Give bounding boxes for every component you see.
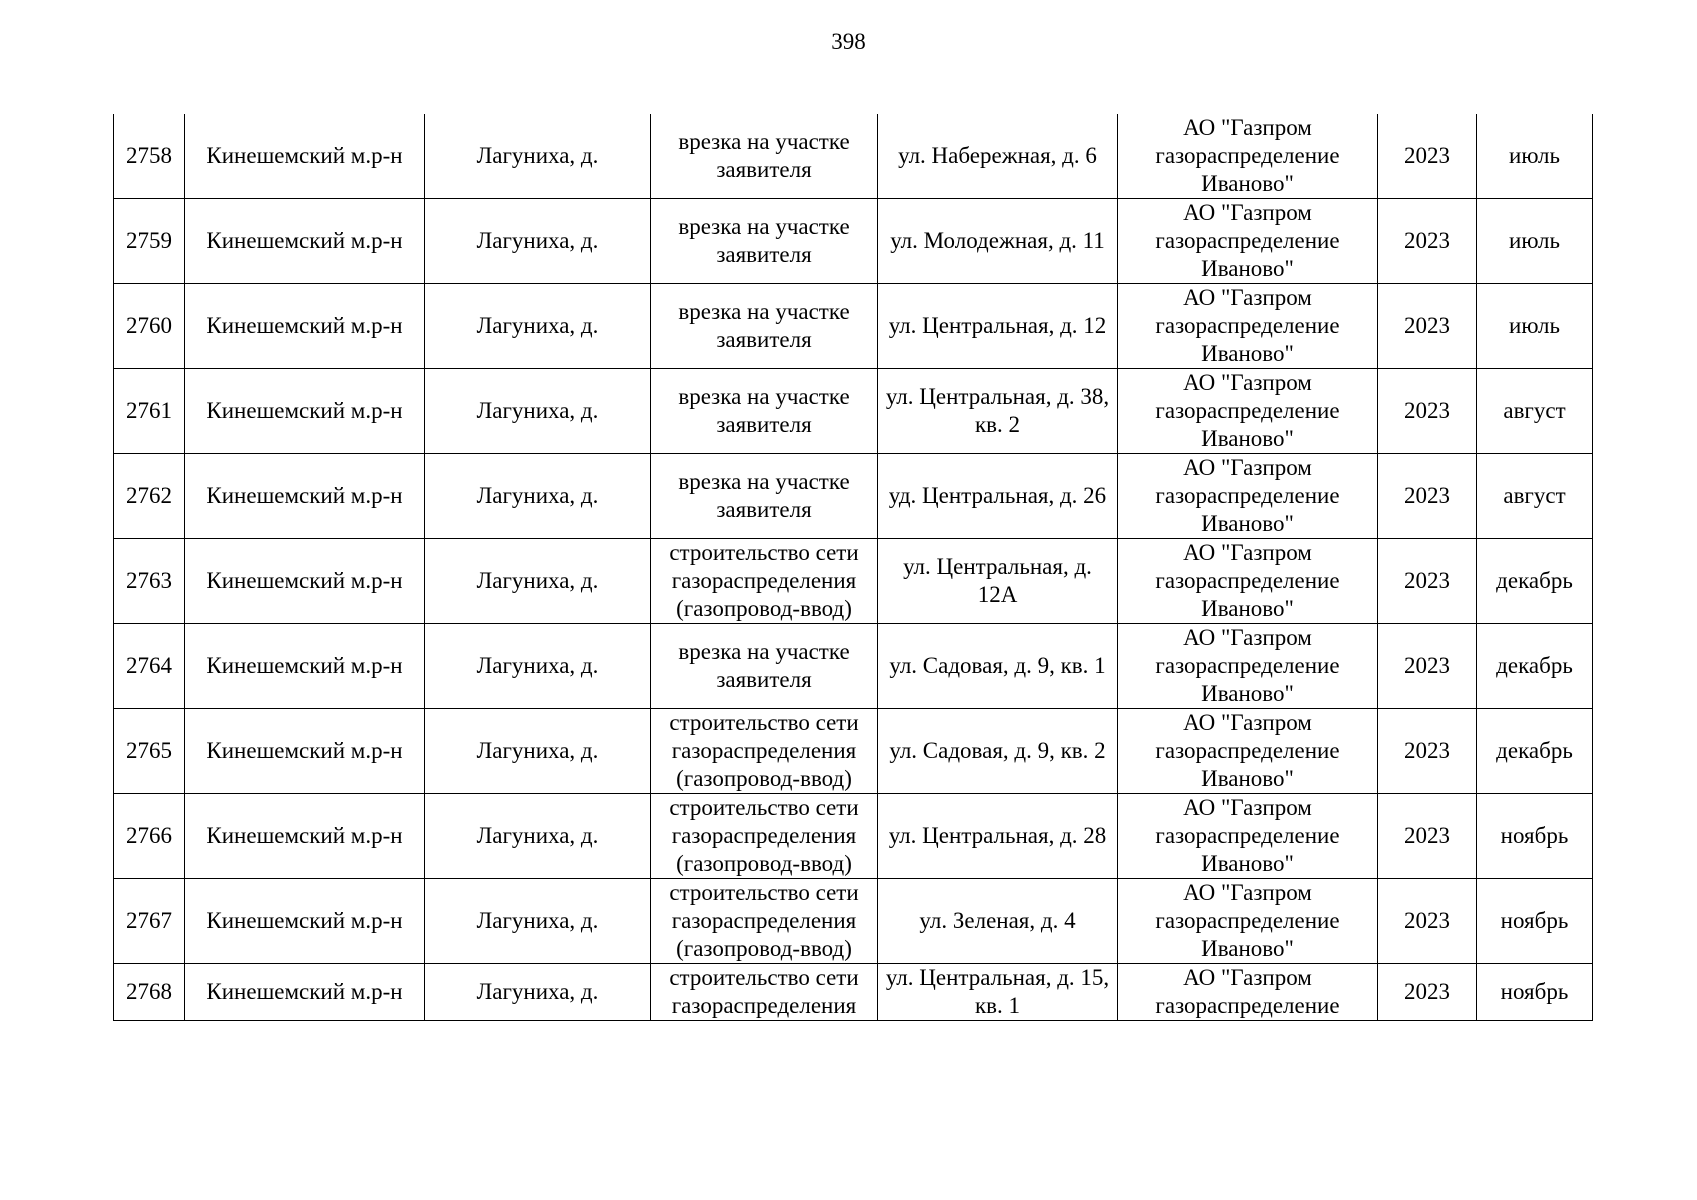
year-cell: 2023 — [1378, 114, 1477, 199]
address-cell: ул. Садовая, д. 9, кв. 2 — [878, 709, 1118, 794]
organization-cell: АО "Газпром газораспределение Иваново" — [1118, 539, 1378, 624]
work-type-cell: врезка на участке заявителя — [651, 284, 878, 369]
table-row — [114, 879, 1593, 964]
locality-cell: Лагуниха, д. — [425, 539, 651, 624]
year-cell: 2023 — [1378, 624, 1477, 709]
row-number-cell: 2760 — [114, 284, 185, 369]
table-row — [114, 284, 1593, 369]
organization-cell: АО "Газпром газораспределение Иваново" — [1118, 369, 1378, 454]
address-cell: ул. Центральная, д. 38, кв. 2 — [878, 369, 1118, 454]
address-cell: ул. Набережная, д. 6 — [878, 114, 1118, 199]
table-row — [114, 114, 1593, 199]
row-number-cell: 2764 — [114, 624, 185, 709]
organization-cell: АО "Газпром газораспределение Иваново" — [1118, 624, 1378, 709]
row-number-cell: 2767 — [114, 879, 185, 964]
locality-cell: Лагуниха, д. — [425, 709, 651, 794]
district-cell: Кинешемский м.р-н — [185, 709, 425, 794]
address-cell: ул. Центральная, д. 15, кв. 1 — [878, 964, 1118, 1021]
month-cell: ноябрь — [1477, 794, 1593, 879]
work-type-cell: строительство сети газораспределения (газопровод-ввод) — [651, 539, 878, 624]
year-cell: 2023 — [1378, 539, 1477, 624]
table-row — [114, 964, 1593, 1021]
page-number: 398 — [831, 29, 866, 54]
address-cell: ул. Центральная, д. 12А — [878, 539, 1118, 624]
district-cell: Кинешемский м.р-н — [185, 879, 425, 964]
work-type-cell: строительство сети газораспределения (газопровод-ввод) — [651, 794, 878, 879]
organization-cell: АО "Газпром газораспределение Иваново" — [1118, 794, 1378, 879]
table-row — [114, 369, 1593, 454]
locality-cell: Лагуниха, д. — [425, 454, 651, 539]
table-row — [114, 199, 1593, 284]
district-cell: Кинешемский м.р-н — [185, 454, 425, 539]
month-cell: июль — [1477, 199, 1593, 284]
work-type-cell: врезка на участке заявителя — [651, 624, 878, 709]
month-cell: август — [1477, 454, 1593, 539]
table-row — [114, 709, 1593, 794]
work-type-cell: строительство сети газораспределения — [651, 964, 878, 1021]
table-body — [114, 114, 1593, 1021]
work-type-cell: врезка на участке заявителя — [651, 369, 878, 454]
row-number-cell: 2763 — [114, 539, 185, 624]
district-cell: Кинешемский м.р-н — [185, 794, 425, 879]
locality-cell: Лагуниха, д. — [425, 284, 651, 369]
row-number-cell: 2766 — [114, 794, 185, 879]
address-cell: ул. Садовая, д. 9, кв. 1 — [878, 624, 1118, 709]
year-cell: 2023 — [1378, 794, 1477, 879]
work-type-cell: врезка на участке заявителя — [651, 454, 878, 539]
year-cell: 2023 — [1378, 709, 1477, 794]
address-cell: ул. Центральная, д. 28 — [878, 794, 1118, 879]
row-number-cell: 2762 — [114, 454, 185, 539]
month-cell: ноябрь — [1477, 964, 1593, 1021]
organization-cell: АО "Газпром газораспределение Иваново" — [1118, 199, 1378, 284]
row-number-cell: 2758 — [114, 114, 185, 199]
row-number-cell: 2759 — [114, 199, 185, 284]
work-type-cell: строительство сети газораспределения (газопровод-ввод) — [651, 709, 878, 794]
address-cell: ул. Молодежная, д. 11 — [878, 199, 1118, 284]
gasification-table — [113, 114, 1593, 1021]
district-cell: Кинешемский м.р-н — [185, 624, 425, 709]
organization-cell: АО "Газпром газораспределение Иваново" — [1118, 709, 1378, 794]
year-cell: 2023 — [1378, 199, 1477, 284]
table-row — [114, 539, 1593, 624]
locality-cell: Лагуниха, д. — [425, 879, 651, 964]
organization-cell: АО "Газпром газораспределение Иваново" — [1118, 879, 1378, 964]
table-row — [114, 794, 1593, 879]
locality-cell: Лагуниха, д. — [425, 199, 651, 284]
address-cell: уд. Центральная, д. 26 — [878, 454, 1118, 539]
organization-cell: АО "Газпром газораспределение Иваново" — [1118, 114, 1378, 199]
district-cell: Кинешемский м.р-н — [185, 199, 425, 284]
address-cell: ул. Зеленая, д. 4 — [878, 879, 1118, 964]
year-cell: 2023 — [1378, 964, 1477, 1021]
month-cell: август — [1477, 369, 1593, 454]
year-cell: 2023 — [1378, 454, 1477, 539]
organization-cell: АО "Газпром газораспределение Иваново" — [1118, 454, 1378, 539]
district-cell: Кинешемский м.р-н — [185, 369, 425, 454]
year-cell: 2023 — [1378, 879, 1477, 964]
row-number-cell: 2765 — [114, 709, 185, 794]
district-cell: Кинешемский м.р-н — [185, 964, 425, 1021]
locality-cell: Лагуниха, д. — [425, 624, 651, 709]
table-row — [114, 454, 1593, 539]
district-cell: Кинешемский м.р-н — [185, 114, 425, 199]
locality-cell: Лагуниха, д. — [425, 369, 651, 454]
row-number-cell: 2768 — [114, 964, 185, 1021]
month-cell: декабрь — [1477, 539, 1593, 624]
table-row — [114, 624, 1593, 709]
work-type-cell: врезка на участке заявителя — [651, 114, 878, 199]
locality-cell: Лагуниха, д. — [425, 964, 651, 1021]
locality-cell: Лагуниха, д. — [425, 114, 651, 199]
month-cell: ноябрь — [1477, 879, 1593, 964]
district-cell: Кинешемский м.р-н — [185, 284, 425, 369]
year-cell: 2023 — [1378, 369, 1477, 454]
work-type-cell: строительство сети газораспределения (газопровод-ввод) — [651, 879, 878, 964]
month-cell: июль — [1477, 114, 1593, 199]
month-cell: декабрь — [1477, 709, 1593, 794]
work-type-cell: врезка на участке заявителя — [651, 199, 878, 284]
address-cell: ул. Центральная, д. 12 — [878, 284, 1118, 369]
organization-cell: АО "Газпром газораспределение Иваново" — [1118, 284, 1378, 369]
district-cell: Кинешемский м.р-н — [185, 539, 425, 624]
month-cell: июль — [1477, 284, 1593, 369]
organization-cell: АО "Газпром газораспределение — [1118, 964, 1378, 1021]
row-number-cell: 2761 — [114, 369, 185, 454]
locality-cell: Лагуниха, д. — [425, 794, 651, 879]
year-cell: 2023 — [1378, 284, 1477, 369]
month-cell: декабрь — [1477, 624, 1593, 709]
